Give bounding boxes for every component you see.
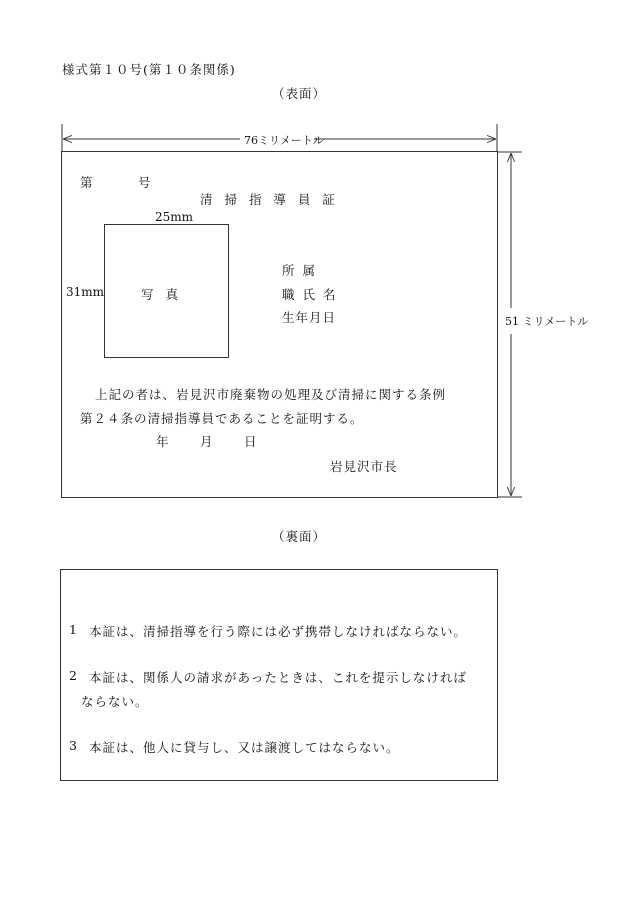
photo-height-label: 31mm — [66, 285, 105, 299]
issuer: 岩見沢市長 — [330, 459, 398, 474]
back-side-label: （裏面） — [272, 529, 327, 544]
height-dim-label: 51 ミリメートル — [505, 315, 589, 328]
date-day: 日 — [244, 434, 257, 449]
field-affiliation: 所 属 — [282, 263, 317, 278]
front-side-label: （表面） — [272, 86, 327, 101]
photo-width-label: 25mm — [155, 210, 194, 224]
field-birthdate: 生年月日 — [282, 310, 337, 325]
note-2-number: 2 — [69, 668, 77, 683]
note-3-text: 本証は、他人に貸与し、又は譲渡してはならない。 — [89, 740, 400, 755]
width-dim-label: 76ミリメートル — [244, 134, 324, 147]
statement-line-2: 第２４条の清掃指導員であることを証明する。 — [80, 411, 364, 426]
date-month: 月 — [200, 434, 213, 449]
id-card-back — [60, 569, 498, 781]
field-title-name: 職 氏 名 — [282, 287, 338, 302]
card-number-prefix: 第 — [80, 175, 93, 190]
note-3-number: 3 — [69, 738, 77, 753]
photo-frame — [104, 224, 229, 358]
card-title: 清 掃 指 導 員 証 — [200, 192, 339, 207]
note-1-number: 1 — [69, 622, 77, 637]
photo-label: 写 真 — [141, 287, 182, 302]
note-2-text: 本証は、関係人の請求があったときは、これを提示しなければ — [89, 670, 467, 685]
card-number-suffix: 号 — [138, 175, 151, 190]
date-year: 年 — [156, 434, 169, 449]
note-1-text: 本証は、清掃指導を行う際には必ず携帯しなければならない。 — [89, 624, 468, 639]
statement-line-1: 上記の者は、岩見沢市廃棄物の処理及び清掃に関する条例 — [95, 387, 447, 402]
note-2-continuation: ならない。 — [81, 694, 149, 709]
form-title: 様式第１０号(第１０条関係) — [62, 62, 236, 77]
